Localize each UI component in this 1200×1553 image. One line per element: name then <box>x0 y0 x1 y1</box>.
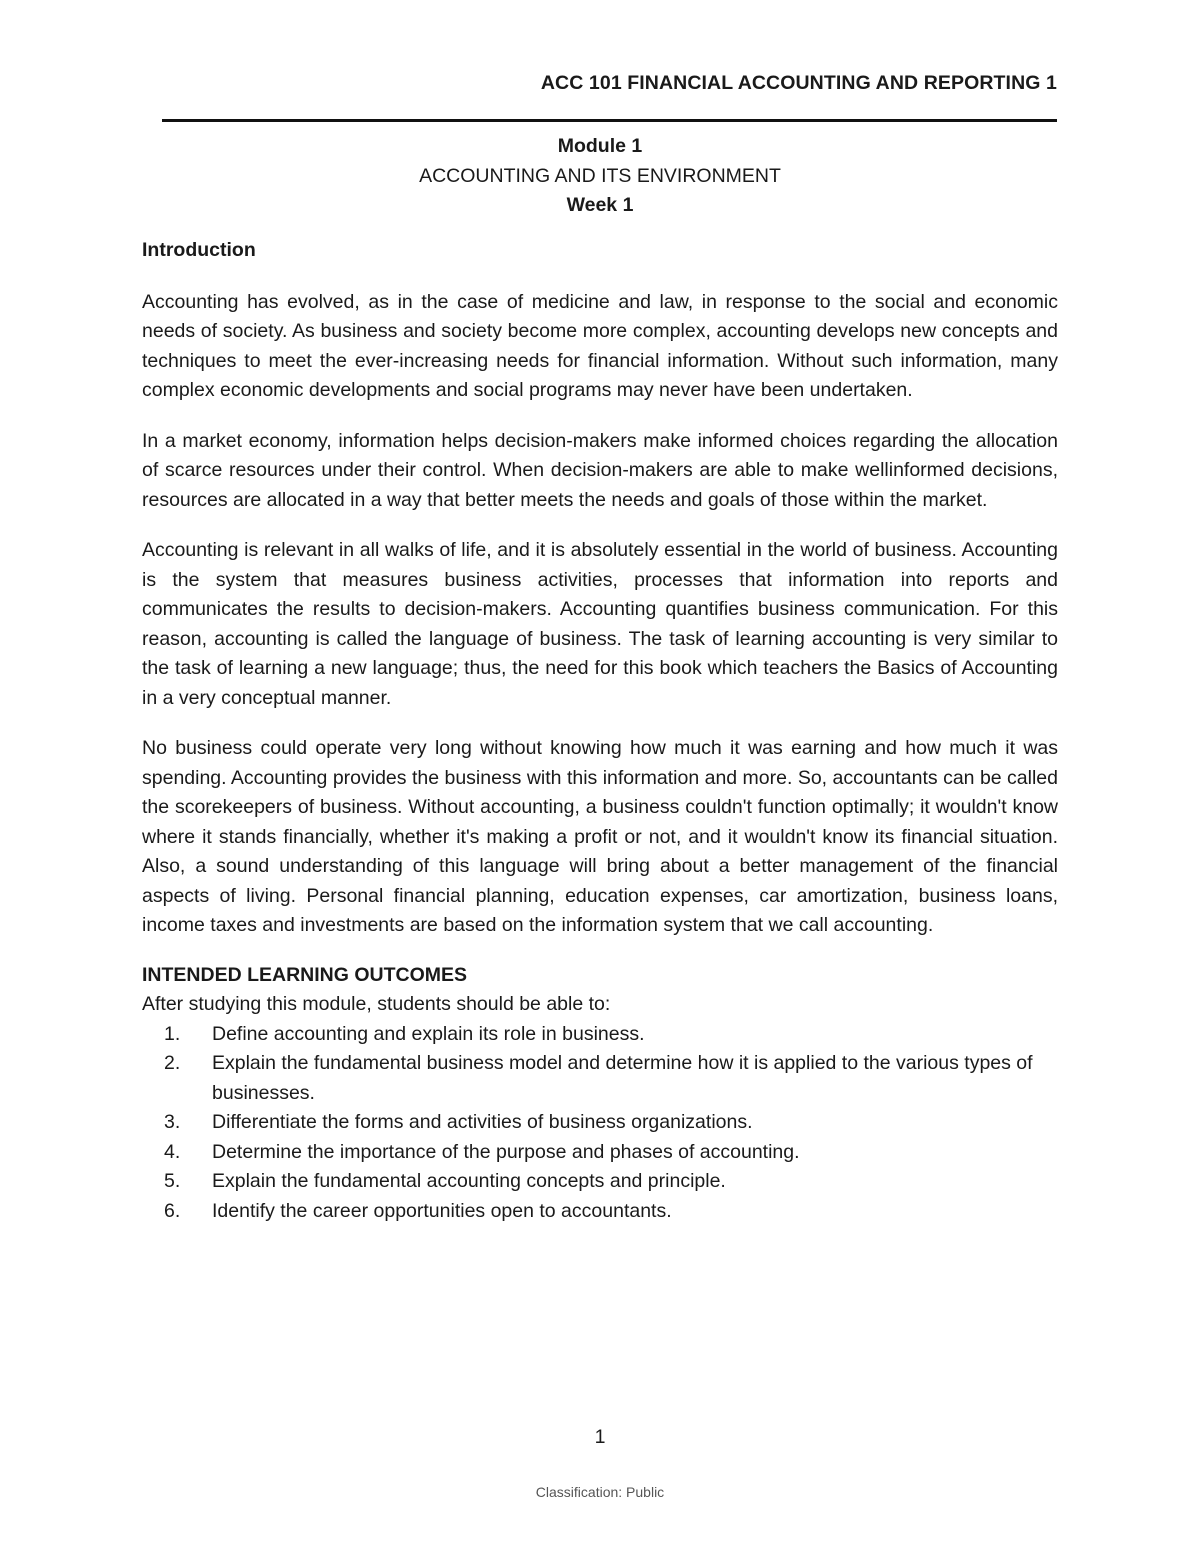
list-item <box>142 1138 1058 1168</box>
intro-paragraph: No business could operate very long without knowing how much it was earning and how much it was spending. Accounting provides the business with this information and more. So, accountants can be called the scorekeepers of business. Without accounting, a business couldn't function optimally; it wouldn't know where it stands financially, whether it's making a profit or not, and it wouldn't know its financial situation. Also, a sound understanding of this language will bring about a better management of the financial aspects of living. Personal financial planning, education expenses, car amortization, business loans, income taxes and investments are based on the information system that we call accounting. <box>142 737 1058 936</box>
list-item <box>142 1197 1058 1227</box>
list-item-number: 4. <box>164 1140 181 1163</box>
list-item <box>142 1167 1058 1197</box>
list-item-number: 1. <box>164 1022 181 1045</box>
page-number: 1 <box>594 1426 606 1448</box>
intro-paragraph: Accounting has evolved, as in the case of medicine and law, in response to the social and economic needs of society. As business and society become more complex, accounting develops new concepts and techniques to meet the ever-increasing needs for financial information. Without such information, many complex economic developments and social programs may never have been undertaken. <box>142 290 1058 401</box>
list-item-text: Explain the fundamental accounting concepts and principle. <box>212 1170 726 1192</box>
list-item-text: Identify the career opportunities open to accountants. <box>212 1199 672 1222</box>
learning-outcomes-heading: INTENDED LEARNING OUTCOMES <box>142 963 468 986</box>
list-item-text: Determine the importance of the purpose and phases of accounting. <box>212 1140 800 1163</box>
list-item-text: Define accounting and explain its role in business. <box>212 1022 645 1045</box>
list-item-number: 3. <box>164 1111 181 1133</box>
list-item-text: Explain the fundamental business model and determine how it is applied to the various types of businesses. <box>212 1052 1033 1104</box>
list-item-number: 5. <box>164 1170 181 1192</box>
list-item <box>142 1020 1058 1050</box>
classification-label: Classification: Public <box>535 1484 665 1500</box>
learning-outcomes-list <box>142 1020 1058 1227</box>
list-item-text: Differentiate the forms and activities of business organizations. <box>212 1111 753 1133</box>
intro-paragraph: In a market economy, information helps decision-makers make informed choices regarding the allocation of scarce resources under their control. When decision-makers are able to make wellinformed decisions, resources are allocated in a way that better meets the needs and goals of those within the market. <box>142 429 1058 511</box>
list-item <box>142 1108 1058 1138</box>
learning-outcomes-intro: After studying this module, students should be able to: <box>142 993 611 1015</box>
introduction-heading: Introduction <box>142 239 256 261</box>
list-item-number: 2. <box>164 1052 181 1074</box>
course-header-title: ACC 101 FINANCIAL ACCOUNTING AND REPORTING 1 <box>540 72 1057 94</box>
module-week: Week 1 <box>566 194 634 216</box>
module-number: Module 1 <box>557 135 643 157</box>
list-item <box>142 1049 1058 1108</box>
module-title: ACCOUNTING AND ITS ENVIRONMENT <box>419 164 781 187</box>
intro-paragraph: Accounting is relevant in all walks of life, and it is absolutely essential in the world of business. Accounting is the system that measures business activities, processes that information into reports and communicates the results to decision-makers. Accounting quantifies business communication. For this reason, accounting is called the language of business. The task of learning accounting is very similar to the task of learning a new language; thus, the need for this book which teachers the Basics of Accounting in a very conceptual manner. <box>142 539 1058 709</box>
header-divider <box>162 119 1057 122</box>
module-title-block <box>142 132 1058 221</box>
module-content <box>142 236 1058 1226</box>
list-item-number: 6. <box>164 1199 181 1222</box>
